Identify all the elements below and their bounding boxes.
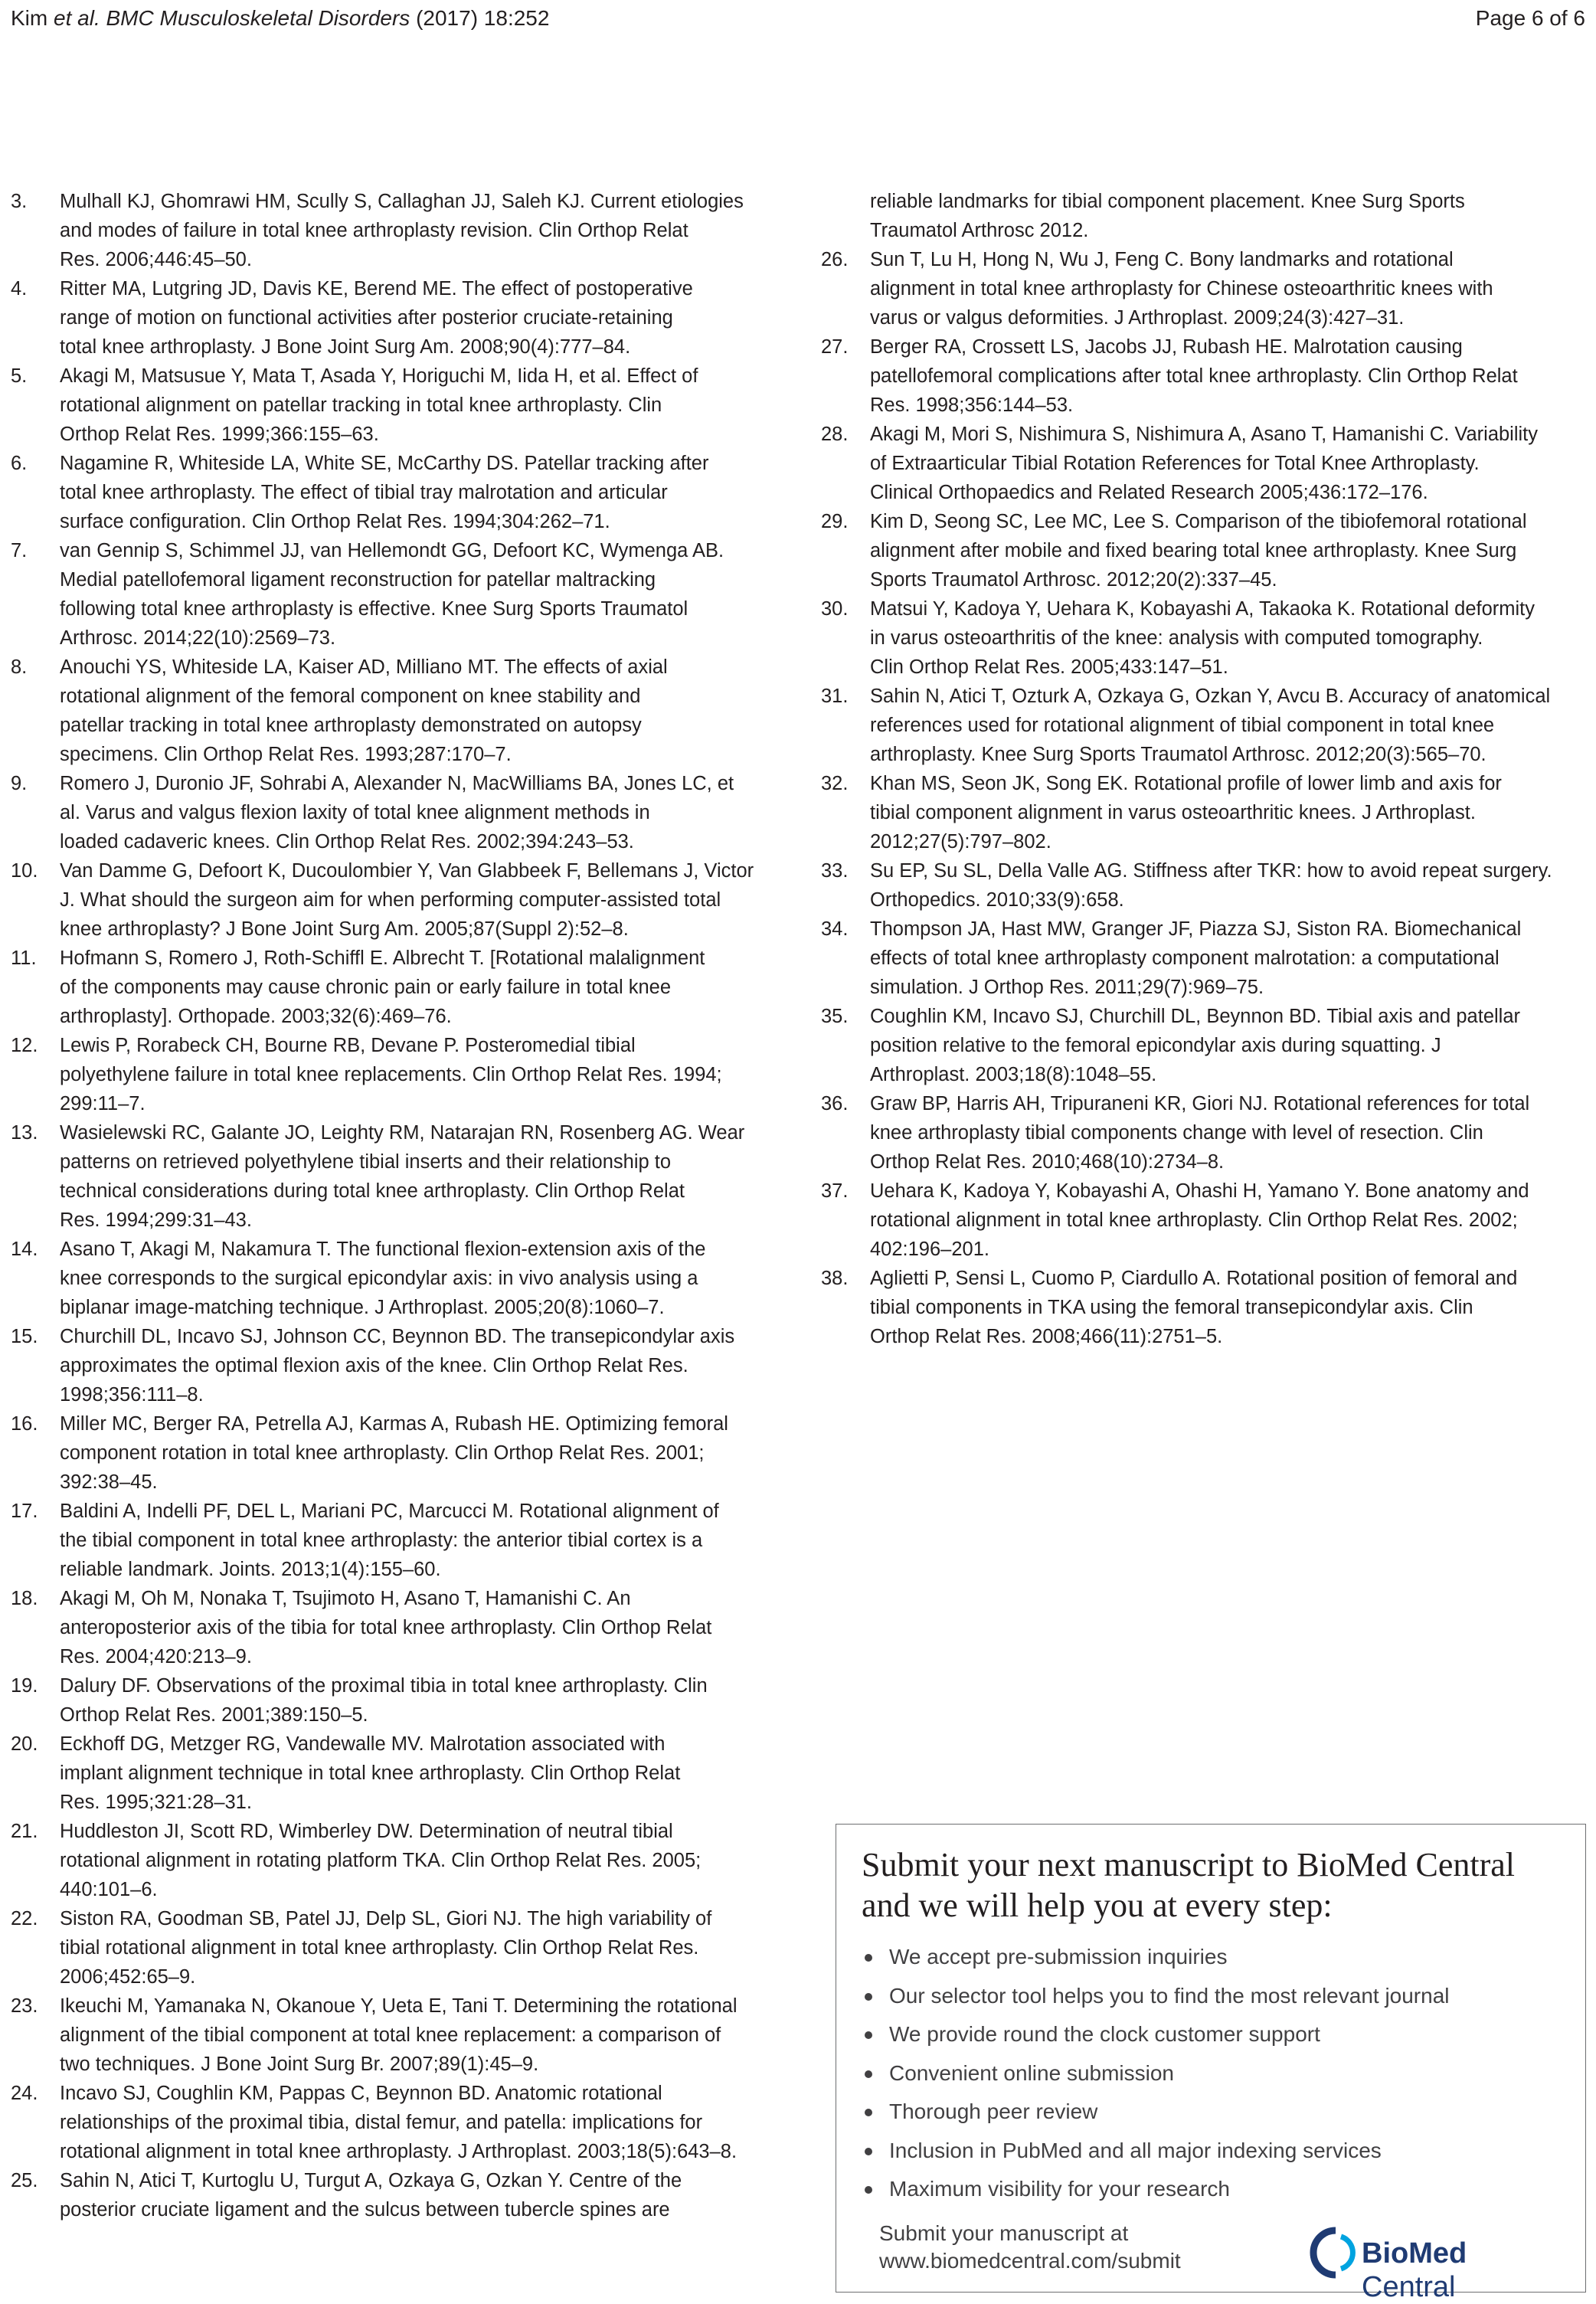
reference-line: specimens. Clin Orthop Relat Res. 1993;287:170–7. bbox=[60, 744, 512, 765]
reference-line: Aglietti P, Sensi L, Cuomo P, Ciardullo A. Rotational position of femoral and bbox=[870, 1268, 1518, 1289]
reference-line: component rotation in total knee arthroplasty. Clin Orthop Relat Res. 2001; bbox=[60, 1442, 705, 1464]
reference-line: Hofmann S, Romero J, Roth-Schiffl E. Albrecht T. [Rotational malalignment bbox=[60, 947, 705, 969]
reference-number: 20. bbox=[11, 1733, 38, 1755]
reference-line: polyethylene failure in total knee replacements. Clin Orthop Relat Res. 1994; bbox=[60, 1064, 722, 1085]
reference-line: Akagi M, Mori S, Nishimura S, Nishimura A, Asano T, Hamanishi C. Variability bbox=[870, 424, 1539, 445]
promo-title-line-1: Submit your next manuscript to BioMed Central bbox=[862, 1846, 1516, 1883]
reference-item bbox=[11, 944, 784, 1031]
reference-number: 8. bbox=[11, 656, 28, 678]
reference-item bbox=[11, 187, 784, 274]
reference-line: total knee arthroplasty. The effect of tibial tray malrotation and articular bbox=[60, 482, 668, 503]
reference-item bbox=[11, 1031, 784, 1118]
reference-line: relationships of the proximal tibia, distal femur, and patella: implications for bbox=[60, 2112, 703, 2133]
promo-bullet-list bbox=[862, 1938, 1450, 2209]
reference-line: two techniques. J Bone Joint Surg Br. 2007;89(1):45–9. bbox=[60, 2054, 539, 2075]
promo-bullet-text: Inclusion in PubMed and all major indexing services bbox=[889, 2138, 1382, 2162]
promo-submit-line-1: Submit your manuscript at bbox=[879, 2221, 1129, 2245]
reference-item bbox=[821, 1089, 1585, 1177]
reference-item bbox=[821, 1177, 1585, 1264]
reference-line: knee arthroplasty? J Bone Joint Surg Am. 2005;87(Suppl 2):52–8. bbox=[60, 918, 629, 940]
reference-number: 5. bbox=[11, 365, 28, 387]
reference-line: Ikeuchi M, Yamanaka N, Okanoue Y, Ueta E, Tani T. Determining the rotational bbox=[60, 1995, 737, 2017]
reference-number: 17. bbox=[11, 1501, 38, 1522]
reference-line: reliable landmarks for tibial component placement. Knee Surg Sports bbox=[870, 191, 1465, 212]
reference-number: 19. bbox=[11, 1675, 38, 1697]
reference-line: in varus osteoarthritis of the knee: analysis with computed tomography. bbox=[870, 627, 1483, 649]
bullet-icon bbox=[865, 2186, 872, 2194]
reference-number: 7. bbox=[11, 540, 28, 561]
promo-bullet-text: We accept pre-submission inquiries bbox=[889, 1945, 1228, 1969]
reference-line: arthroplasty. Knee Surg Sports Traumatol Arthrosc. 2012;20(3):565–70. bbox=[870, 744, 1486, 765]
reference-item bbox=[11, 1235, 784, 1322]
reference-item bbox=[11, 362, 784, 449]
reference-line: knee corresponds to the surgical epicondylar axis: in vivo analysis using a bbox=[60, 1268, 698, 1289]
promo-submit-text bbox=[879, 2220, 1181, 2275]
reference-number: 15. bbox=[11, 1326, 38, 1347]
reference-line: rotational alignment in total knee arthroplasty. J Arthroplast. 2003;18(5):643–8. bbox=[60, 2141, 737, 2162]
bullet-icon bbox=[865, 2109, 872, 2116]
reference-number: 24. bbox=[11, 2083, 38, 2104]
reference-line: Miller MC, Berger RA, Petrella AJ, Karmas A, Rubash HE. Optimizing femoral bbox=[60, 1413, 728, 1435]
reference-item bbox=[821, 682, 1585, 769]
reference-item bbox=[11, 1904, 784, 1991]
reference-item bbox=[821, 856, 1585, 915]
reference-line: tibial components in TKA using the femoral transepicondylar axis. Clin bbox=[870, 1297, 1473, 1318]
logo-wordmark-rest: Central bbox=[1362, 2271, 1456, 2303]
promo-bullet-item bbox=[862, 2093, 1450, 2132]
reference-line: Clin Orthop Relat Res. 2005;433:147–51. bbox=[870, 656, 1228, 678]
reference-line: 299:11–7. bbox=[60, 1093, 146, 1114]
reference-line: range of motion on functional activities after posterior cruciate-retaining bbox=[60, 307, 673, 329]
reference-line: Baldini A, Indelli PF, DEL L, Mariani PC, Marcucci M. Rotational alignment of bbox=[60, 1501, 719, 1522]
reference-line: 2012;27(5):797–802. bbox=[870, 831, 1051, 853]
running-head-citation: (2017) 18:252 bbox=[410, 6, 550, 30]
reference-item bbox=[11, 1118, 784, 1235]
reference-number: 14. bbox=[11, 1239, 38, 1260]
reference-item bbox=[11, 769, 784, 856]
reference-continuation bbox=[821, 187, 1585, 245]
reference-number: 28. bbox=[821, 424, 849, 445]
reference-line: Churchill DL, Incavo SJ, Johnson CC, Beynnon BD. The transepicondylar axis bbox=[60, 1326, 735, 1347]
reference-line: Su EP, Su SL, Della Valle AG. Stiffness after TKR: how to avoid repeat surgery. bbox=[870, 860, 1552, 882]
reference-item bbox=[821, 420, 1585, 507]
reference-line: Sports Traumatol Arthrosc. 2012;20(2):337–45. bbox=[870, 569, 1277, 591]
page-header bbox=[11, 6, 1585, 37]
reference-line: of the components may cause chronic pain or early failure in total knee bbox=[60, 977, 672, 998]
running-head-authors: Kim bbox=[11, 6, 48, 30]
reference-item bbox=[821, 507, 1585, 594]
reference-number: 37. bbox=[821, 1180, 849, 1202]
reference-line: Clinical Orthopaedics and Related Research 2005;436:172–176. bbox=[870, 482, 1428, 503]
reference-number: 35. bbox=[821, 1006, 849, 1027]
running-head-journal: BMC Musculoskeletal Disorders bbox=[106, 6, 410, 30]
reference-line: alignment of the tibial component at total knee replacement: a comparison of bbox=[60, 2024, 721, 2046]
reference-line: Orthopedics. 2010;33(9):658. bbox=[870, 889, 1124, 911]
reference-line: effects of total knee arthroplasty component malrotation: a computational bbox=[870, 947, 1500, 969]
reference-line: van Gennip S, Schimmel JJ, van Hellemondt GG, Defoort KC, Wymenga AB. bbox=[60, 540, 724, 561]
reference-line: Orthop Relat Res. 2001;389:150–5. bbox=[60, 1704, 368, 1726]
reference-line: Sun T, Lu H, Hong N, Wu J, Feng C. Bony landmarks and rotational bbox=[870, 249, 1454, 270]
bullet-icon bbox=[865, 2031, 872, 2039]
reference-line: varus or valgus deformities. J Arthroplast. 2009;24(3):427–31. bbox=[870, 307, 1405, 329]
reference-number: 18. bbox=[11, 1588, 38, 1609]
reference-number: 16. bbox=[11, 1413, 38, 1435]
reference-line: Kim D, Seong SC, Lee MC, Lee S. Comparison of the tibiofemoral rotational bbox=[870, 511, 1527, 532]
reference-number: 4. bbox=[11, 278, 28, 299]
references-left-column bbox=[11, 187, 784, 2224]
reference-number: 30. bbox=[821, 598, 849, 620]
reference-line: Dalury DF. Observations of the proximal tibia in total knee arthroplasty. Clin bbox=[60, 1675, 708, 1697]
reference-number: 25. bbox=[11, 2170, 38, 2191]
reference-line: Huddleston JI, Scott RD, Wimberley DW. Determination of neutral tibial bbox=[60, 1821, 673, 1842]
reference-line: Sahin N, Atici T, Ozturk A, Ozkaya G, Ozkan Y, Avcu B. Accuracy of anatomical bbox=[870, 686, 1551, 707]
reference-item bbox=[11, 856, 784, 944]
reference-number: 32. bbox=[821, 773, 849, 794]
reference-line: total knee arthroplasty. J Bone Joint Surg Am. 2008;90(4):777–84. bbox=[60, 336, 631, 358]
promo-bullet-item bbox=[862, 2054, 1450, 2093]
reference-line: loaded cadaveric knees. Clin Orthop Relat Res. 2002;394:243–53. bbox=[60, 831, 634, 853]
reference-line: alignment after mobile and fixed bearing total knee arthroplasty. Knee Surg bbox=[870, 540, 1517, 561]
reference-line: rotational alignment of the femoral component on knee stability and bbox=[60, 686, 641, 707]
reference-line: Mulhall KJ, Ghomrawi HM, Scully S, Callaghan JJ, Saleh KJ. Current etiologies bbox=[60, 191, 744, 212]
reference-line: Ritter MA, Lutgring JD, Davis KE, Berend ME. The effect of postoperative bbox=[60, 278, 693, 299]
reference-line: patellofemoral complications after total knee arthroplasty. Clin Orthop Relat bbox=[870, 365, 1518, 387]
reference-line: technical considerations during total knee arthroplasty. Clin Orthop Relat bbox=[60, 1180, 685, 1202]
reference-line: posterior cruciate ligament and the sulcus between tubercle spines are bbox=[60, 2199, 670, 2221]
running-head-etal: et al. bbox=[54, 6, 100, 30]
reference-line: simulation. J Orthop Res. 2011;29(7):969–75. bbox=[870, 977, 1264, 998]
biomed-central-logo bbox=[1305, 2226, 1558, 2303]
reference-line: and modes of failure in total knee arthroplasty revision. Clin Orthop Relat bbox=[60, 220, 688, 241]
reference-item bbox=[11, 2079, 784, 2166]
reference-item bbox=[11, 1584, 784, 1671]
reference-line: Nagamine R, Whiteside LA, White SE, McCarthy DS. Patellar tracking after bbox=[60, 453, 709, 474]
reference-line: of Extraarticular Tibial Rotation References for Total Knee Arthroplasty. bbox=[870, 453, 1480, 474]
reference-line: Siston RA, Goodman SB, Patel JJ, Delp SL, Giori NJ. The high variability of bbox=[60, 1908, 712, 1929]
reference-line: Orthop Relat Res. 1999;366:155–63. bbox=[60, 424, 379, 445]
reference-item bbox=[11, 449, 784, 536]
reference-line: patterns on retrieved polyethylene tibial inserts and their relationship to bbox=[60, 1151, 672, 1173]
references-right-column bbox=[821, 187, 1585, 1351]
reference-line: Anouchi YS, Whiteside LA, Kaiser AD, Milliano MT. The effects of axial bbox=[60, 656, 668, 678]
reference-number: 6. bbox=[11, 453, 28, 474]
promo-bullet-item bbox=[862, 2170, 1450, 2209]
reference-line: Medial patellofemoral ligament reconstruction for patellar maltracking bbox=[60, 569, 656, 591]
reference-item bbox=[11, 274, 784, 362]
reference-line: Khan MS, Seon JK, Song EK. Rotational profile of lower limb and axis for bbox=[870, 773, 1502, 794]
reference-item bbox=[821, 245, 1585, 332]
reference-item bbox=[11, 2166, 784, 2224]
bullet-icon bbox=[865, 2070, 872, 2078]
reference-line: Uehara K, Kadoya Y, Kobayashi A, Ohashi H, Yamano Y. Bone anatomy and bbox=[870, 1180, 1529, 1202]
reference-item bbox=[821, 594, 1585, 682]
reference-number: 9. bbox=[11, 773, 28, 794]
reference-line: knee arthroplasty tibial components change with level of resection. Clin bbox=[870, 1122, 1483, 1144]
reference-line: surface configuration. Clin Orthop Relat Res. 1994;304:262–71. bbox=[60, 511, 610, 532]
reference-number: 36. bbox=[821, 1093, 849, 1114]
reference-number: 21. bbox=[11, 1821, 38, 1842]
reference-number: 26. bbox=[821, 249, 849, 270]
reference-item bbox=[11, 1497, 784, 1584]
reference-line: Res. 2004;420:213–9. bbox=[60, 1646, 252, 1667]
reference-item bbox=[821, 332, 1585, 420]
bullet-icon bbox=[865, 1954, 872, 1962]
reference-line: Traumatol Arthrosc 2012. bbox=[870, 220, 1089, 241]
reference-line: the tibial component in total knee arthroplasty: the anterior tibial cortex is a bbox=[60, 1530, 703, 1551]
reference-line: Arthrosc. 2014;22(10):2569–73. bbox=[60, 627, 336, 649]
bullet-icon bbox=[865, 2148, 872, 2155]
promo-bullet-item bbox=[862, 1977, 1450, 2016]
reference-number: 29. bbox=[821, 511, 849, 532]
reference-item bbox=[821, 915, 1585, 1002]
reference-line: approximates the optimal flexion axis of the knee. Clin Orthop Relat Res. bbox=[60, 1355, 688, 1376]
reference-line: 402:196–201. bbox=[870, 1239, 989, 1260]
promo-bullet-item bbox=[862, 2015, 1450, 2054]
reference-line: anteroposterior axis of the tibia for total knee arthroplasty. Clin Orthop Relat bbox=[60, 1617, 712, 1638]
reference-line: Akagi M, Oh M, Nonaka T, Tsujimoto H, Asano T, Hamanishi C. An bbox=[60, 1588, 631, 1609]
promo-submit-url[interactable]: www.biomedcentral.com/submit bbox=[879, 2249, 1181, 2273]
promo-bullet-text: Our selector tool helps you to find the most relevant journal bbox=[889, 1983, 1450, 2008]
reference-line: position relative to the femoral epicondylar axis during squatting. J bbox=[870, 1035, 1441, 1056]
reference-line: J. What should the surgeon aim for when performing computer-assisted total bbox=[60, 889, 721, 911]
reference-line: 2006;452:65–9. bbox=[60, 1966, 196, 1988]
reference-line: Res. 1994;299:31–43. bbox=[60, 1209, 252, 1231]
reference-number: 10. bbox=[11, 860, 38, 882]
reference-line: biplanar image-matching technique. J Arthroplast. 2005;20(8):1060–7. bbox=[60, 1297, 665, 1318]
reference-line: references used for rotational alignment of tibial component in total knee bbox=[870, 715, 1495, 736]
reference-number: 27. bbox=[821, 336, 849, 358]
reference-item bbox=[11, 536, 784, 653]
reference-line: Wasielewski RC, Galante JO, Leighty RM, Natarajan RN, Rosenberg AG. Wear bbox=[60, 1122, 745, 1144]
reference-line: Van Damme G, Defoort K, Ducoulombier Y, Van Glabbeek F, Bellemans J, Victor bbox=[60, 860, 754, 882]
reference-item bbox=[11, 1322, 784, 1409]
promo-bullet-item bbox=[862, 1938, 1450, 1977]
promo-title bbox=[862, 1844, 1566, 1926]
reference-number: 13. bbox=[11, 1122, 38, 1144]
logo-wordmark-bold: BioMed bbox=[1362, 2237, 1467, 2270]
reference-line: alignment in total knee arthroplasty for Chinese osteoarthritic knees with bbox=[870, 278, 1493, 299]
reference-line: rotational alignment on patellar tracking in total knee arthroplasty. Clin bbox=[60, 394, 662, 416]
reference-item bbox=[11, 653, 784, 769]
reference-line: 1998;356:111–8. bbox=[60, 1384, 204, 1406]
reference-line: rotational alignment in total knee arthroplasty. Clin Orthop Relat Res. 2002; bbox=[870, 1209, 1518, 1231]
reference-line: Eckhoff DG, Metzger RG, Vandewalle MV. Malrotation associated with bbox=[60, 1733, 666, 1755]
reference-number: 34. bbox=[821, 918, 849, 940]
reference-line: following total knee arthroplasty is effective. Knee Surg Sports Traumatol bbox=[60, 598, 688, 620]
reference-item bbox=[821, 1264, 1585, 1351]
promo-bullet-item bbox=[862, 2132, 1450, 2171]
reference-line: Res. 1995;321:28–31. bbox=[60, 1792, 252, 1813]
reference-line: Orthop Relat Res. 2008;466(11):2751–5. bbox=[870, 1326, 1223, 1347]
reference-item bbox=[11, 1671, 784, 1730]
reference-line: tibial component alignment in varus osteoarthritic knees. J Arthroplast. bbox=[870, 802, 1476, 823]
promo-bullet-text: We provide round the clock customer support bbox=[889, 2022, 1320, 2046]
promo-bullet-text: Convenient online submission bbox=[889, 2060, 1174, 2085]
submission-promo-box bbox=[836, 1824, 1586, 2303]
reference-line: rotational alignment in rotating platform TKA. Clin Orthop Relat Res. 2005; bbox=[60, 1850, 702, 1871]
reference-number: 11. bbox=[11, 947, 37, 969]
reference-line: Sahin N, Atici T, Kurtoglu U, Turgut A, Ozkaya G, Ozkan Y. Centre of the bbox=[60, 2170, 682, 2191]
promo-bullet-text: Maximum visibility for your research bbox=[889, 2177, 1230, 2201]
reference-line: 392:38–45. bbox=[60, 1471, 158, 1493]
reference-line: Akagi M, Matsusue Y, Mata T, Asada Y, Horiguchi M, Iida H, et al. Effect of bbox=[60, 365, 698, 387]
reference-number: 3. bbox=[11, 191, 28, 212]
reference-line: patellar tracking in total knee arthroplasty demonstrated on autopsy bbox=[60, 715, 642, 736]
reference-item bbox=[11, 1730, 784, 1817]
reference-line: Graw BP, Harris AH, Tripuraneni KR, Giori NJ. Rotational references for total bbox=[870, 1093, 1530, 1114]
reference-line: Asano T, Akagi M, Nakamura T. The functional flexion-extension axis of the bbox=[60, 1239, 706, 1260]
biomed-central-logo-icon bbox=[1305, 2226, 1356, 2279]
reference-item bbox=[11, 1817, 784, 1904]
reference-line: implant alignment technique in total knee arthroplasty. Clin Orthop Relat bbox=[60, 1762, 681, 1784]
promo-title-line-2: and we will help you at every step: bbox=[862, 1887, 1333, 1924]
reference-line: 440:101–6. bbox=[60, 1879, 158, 1900]
reference-line: Matsui Y, Kadoya Y, Uehara K, Kobayashi A, Takaoka K. Rotational deformity bbox=[870, 598, 1535, 620]
reference-line: arthroplasty]. Orthopade. 2003;32(6):469–76. bbox=[60, 1006, 452, 1027]
reference-line: Orthop Relat Res. 2010;468(10):2734–8. bbox=[870, 1151, 1225, 1173]
reference-line: tibial rotational alignment in total knee arthroplasty. Clin Orthop Relat Res. bbox=[60, 1937, 699, 1959]
reference-number: 23. bbox=[11, 1995, 38, 2017]
promo-bullet-text: Thorough peer review bbox=[889, 2099, 1098, 2123]
reference-line: Res. 1998;356:144–53. bbox=[870, 394, 1074, 416]
reference-number: 31. bbox=[821, 686, 849, 707]
reference-item bbox=[821, 769, 1585, 856]
bullet-icon bbox=[865, 1993, 872, 2001]
logo-wordmark bbox=[1362, 2237, 1558, 2304]
reference-line: Thompson JA, Hast MW, Granger JF, Piazza SJ, Siston RA. Biomechanical bbox=[870, 918, 1522, 940]
reference-line: Incavo SJ, Coughlin KM, Pappas C, Beynnon BD. Anatomic rotational bbox=[60, 2083, 662, 2104]
reference-line: Berger RA, Crossett LS, Jacobs JJ, Rubash HE. Malrotation causing bbox=[870, 336, 1463, 358]
page-number: Page 6 of 6 bbox=[1475, 6, 1585, 30]
reference-number: 12. bbox=[11, 1035, 38, 1056]
reference-number: 33. bbox=[821, 860, 849, 882]
reference-line: reliable landmark. Joints. 2013;1(4):155–60. bbox=[60, 1559, 441, 1580]
running-head bbox=[11, 6, 549, 31]
reference-line: Arthroplast. 2003;18(8):1048–55. bbox=[870, 1064, 1157, 1085]
reference-number: 22. bbox=[11, 1908, 38, 1929]
reference-item bbox=[11, 1409, 784, 1497]
reference-line: al. Varus and valgus flexion laxity of total knee alignment methods in bbox=[60, 802, 650, 823]
reference-line: Coughlin KM, Incavo SJ, Churchill DL, Beynnon BD. Tibial axis and patellar bbox=[870, 1006, 1521, 1027]
reference-line: Res. 2006;446:45–50. bbox=[60, 249, 252, 270]
reference-item bbox=[821, 1002, 1585, 1089]
reference-line: Lewis P, Rorabeck CH, Bourne RB, Devane P. Posteromedial tibial bbox=[60, 1035, 636, 1056]
reference-item bbox=[11, 1991, 784, 2079]
reference-line: Romero J, Duronio JF, Sohrabi A, Alexander N, MacWilliams BA, Jones LC, et bbox=[60, 773, 734, 794]
reference-number: 38. bbox=[821, 1268, 849, 1289]
